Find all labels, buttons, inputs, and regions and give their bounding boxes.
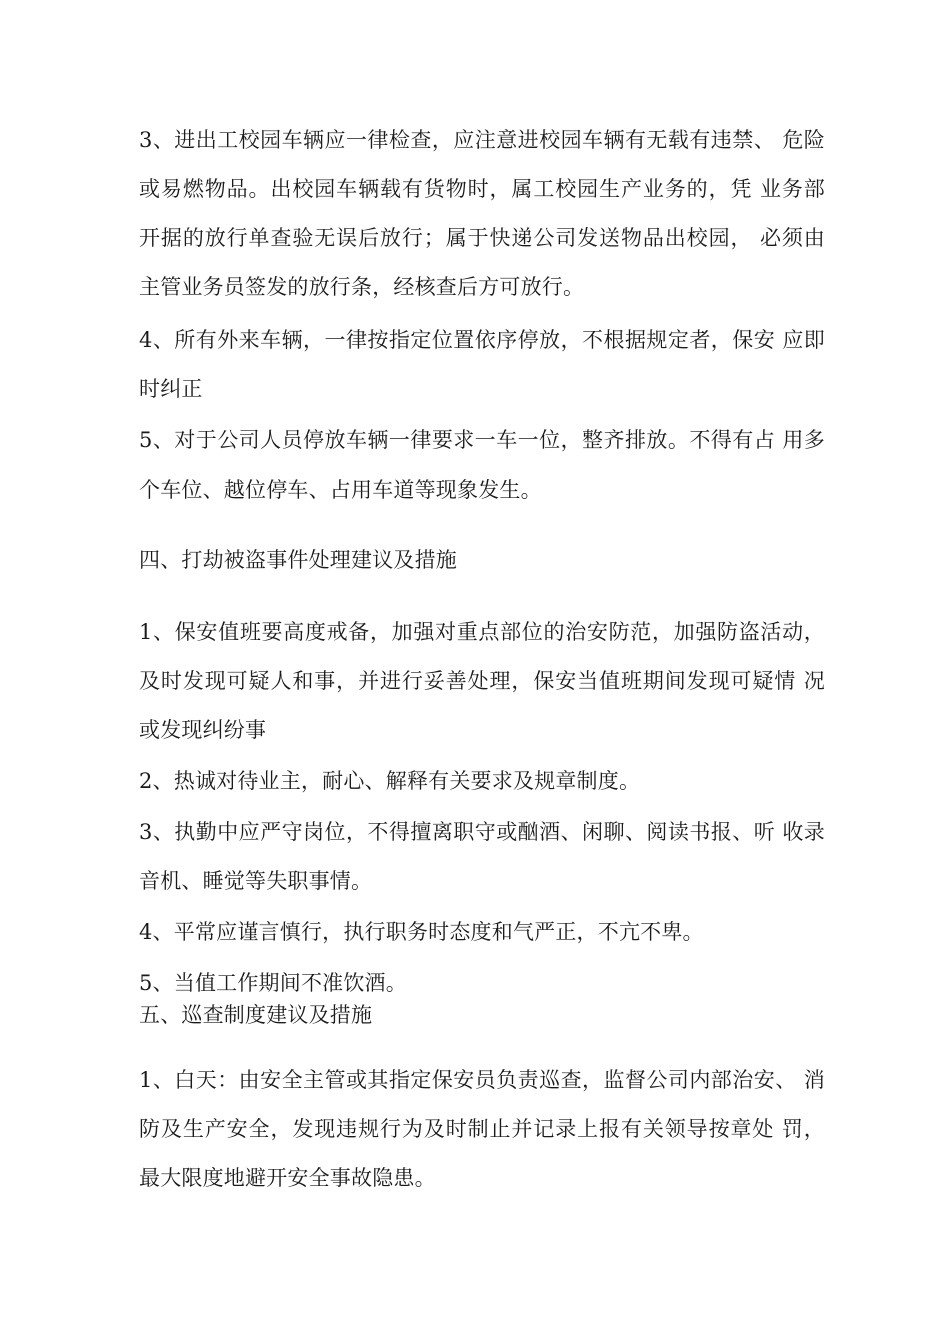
text-line-20: 防及生产安全，发现违规行为及时制止并记录上报有关领导按章处 罚， [139,1117,825,1141]
text-line-10: 1、保安值班要高度戒备，加强对重点部位的治安防范，加强防盗活动， [139,620,825,644]
text-line-19: 1、白天：由安全主管或其指定保安员负责巡查，监督公司内部治安、 消 [139,1068,825,1092]
text-line-4: 主管业务员签发的放行条，经核查后方可放行。 [139,275,585,299]
text-line-21: 最大限度地避开安全事故隐患。 [139,1166,436,1190]
text-line-14: 3、执勤中应严守岗位，不得擅离职守或酗酒、闲聊、阅读书报、听 收录 [139,820,825,844]
section-heading-5: 五、巡查制度建议及措施 [139,1003,373,1027]
text-line-3: 开据的放行单查验无误后放行；属于快递公司发送物品出校园， 必须由 [139,226,825,250]
text-line-15: 音机、睡觉等失职事情。 [139,869,373,893]
text-line-16: 4、平常应谨言慎行，执行职务时态度和气严正，不亢不卑。 [139,920,704,944]
section-heading-4: 四、打劫被盗事件处理建议及措施 [139,548,457,572]
text-line-11: 及时发现可疑人和事，并进行妥善处理，保安当值班期间发现可疑情 况 [139,669,825,693]
text-line-7: 5、对于公司人员停放车辆一律要求一车一位，整齐排放。不得有占 用多 [139,428,825,452]
text-line-13: 2、热诚对待业主，耐心、解释有关要求及规章制度。 [139,769,641,793]
text-line-17: 5、当值工作期间不准饮酒。 [139,971,407,995]
text-line-8: 个车位、越位停车、占用车道等现象发生。 [139,478,542,502]
text-line-5: 4、所有外来车辆，一律按指定位置依序停放，不根据规定者，保安 应即 [139,328,825,352]
text-line-12: 或发现纠纷事 [139,718,267,742]
text-line-6: 时纠正 [139,377,203,401]
text-line-1: 3、进出工校园车辆应一律检查，应注意进校园车辆有无载有违禁、 危险 [139,128,825,152]
text-line-2: 或易燃物品。出校园车辆载有货物时，属工校园生产业务的，凭 业务部 [139,177,825,201]
